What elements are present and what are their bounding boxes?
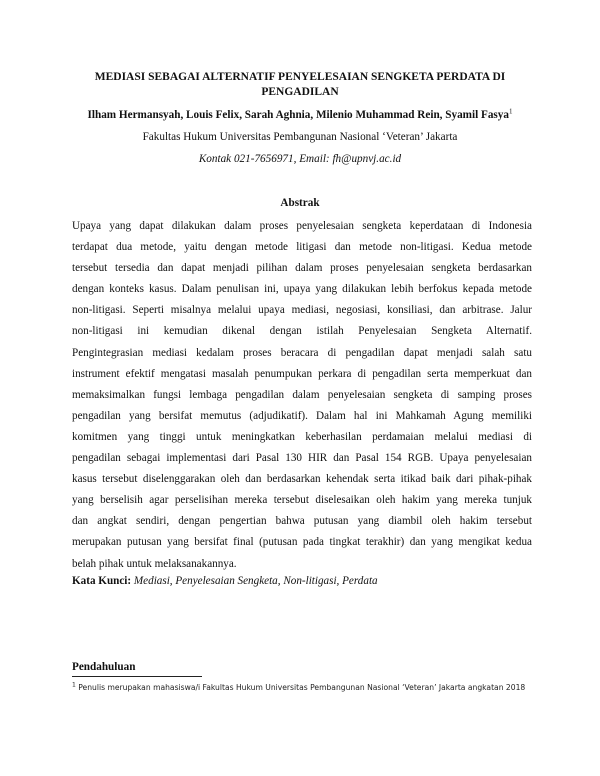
author-names: Ilham Hermansyah, Louis Felix, Sarah Aghnia, Milenio Muhammad Rein, Syamil Fasya [87,109,509,121]
abstract-line: kasus tersebut diselenggarakan oleh dan berdasarkan kehendak serta itikad baik dari pihak-pihak [72,473,532,486]
footnote-marker: 1 [72,681,76,689]
abstract-line: komitmen yang tinggi untuk meningkatkan keberhasilan perdamaian melalui mediasi di [72,430,532,443]
abstract-line: yang berselisih agar perselisihan mereka tersebut diselesaikan oleh hakim yang mereka tunjuk [72,494,532,507]
abstract-line: dan angkat sendiri, dengan pengertian bahwa putusan yang diambil oleh hakim tersebut [72,515,532,528]
abstract-line: pengadilan yang bersifat memutus (adjudikatif). Dalam hal ini Mahkamah Agung memiliki [72,409,532,422]
abstract-line: tersebut tersedia dan dapat menjadi pilihan dalam proses penyelesaian sengketa berdasarkan [72,262,532,275]
keywords [72,574,532,588]
author-list [50,108,550,122]
contact-info: Kontak 021-7656971, Email: fh@upnvj.ac.id [198,153,402,165]
affiliation: Fakultas Hukum Universitas Pembangunan Nasional ‘Veteran’ Jakarta [142,131,458,143]
footnote-divider [72,676,202,677]
abstract-line: instrument efektif mengatasi masalah penumpukan perkara di pengadilan serta memperkuat dan [72,367,532,380]
abstract-line: non-litigasi ini kemudian dikenal dengan istilah Penyelesaian Sengketa Alternatif. [72,325,532,338]
abstract-line: belah pihak untuk melaksanakannya. [72,557,237,570]
keywords-label: Kata Kunci: [72,575,132,587]
abstract-line: non-litigasi. Seperti misalnya melalui upaya mediasi, negosiasi, konsiliasi, dan arbitrase. Jalur [72,304,532,317]
abstract-line: merupakan putusan yang bersifat final (putusan pada tingkat terakhir) dan yang mengikat kedua [72,536,532,549]
abstract-line: Pengintegrasian mediasi kedalam proses beracara di pengadilan dapat menjadi salah satu [72,346,532,359]
keywords-values: Mediasi, Penyelesaian Sengketa, Non-litigasi, Perdata [133,575,378,587]
footnote [72,681,532,694]
paper-title-line-2: PENGADILAN [261,86,339,98]
abstract-line: memaksimalkan fungsi lembaga pengadilan dalam penyelesaian sengketa di samping proses [72,388,532,401]
paper-title [70,70,530,100]
abstract-line: Upaya yang dapat dilakukan dalam proses penyelesaian sengketa keperdataan di Indonesia [72,220,532,232]
abstract-body [72,216,532,575]
section-heading-introduction: Pendahuluan [72,661,136,673]
paper-title-line-1: MEDIASI SEBAGAI ALTERNATIF PENYELESAIAN SENGKETA PERDATA DI [94,71,506,83]
abstract-line: terdapat dua metode, yaitu dengan metode litigasi dan metode non-litigasi. Kedua metode [72,241,532,254]
abstract-heading: Abstrak [280,197,320,209]
abstract-line: pengadilan sebagai implementasi dari Pasal 130 HIR dan Pasal 154 RGB. Upaya penyelesaian [72,452,532,465]
footnote-text: Penulis merupakan mahasiswa/i Fakultas Hukum Universitas Pembangunan Nasional ‘Veteran’ Jakarta angkatan 2018 [78,683,526,692]
author-footnote-marker[interactable]: 1 [508,107,513,116]
abstract-line: dengan konteks kasus. Dalam penulisan ini, upaya yang dilakukan lebih berfokus kepada metode [72,283,532,296]
